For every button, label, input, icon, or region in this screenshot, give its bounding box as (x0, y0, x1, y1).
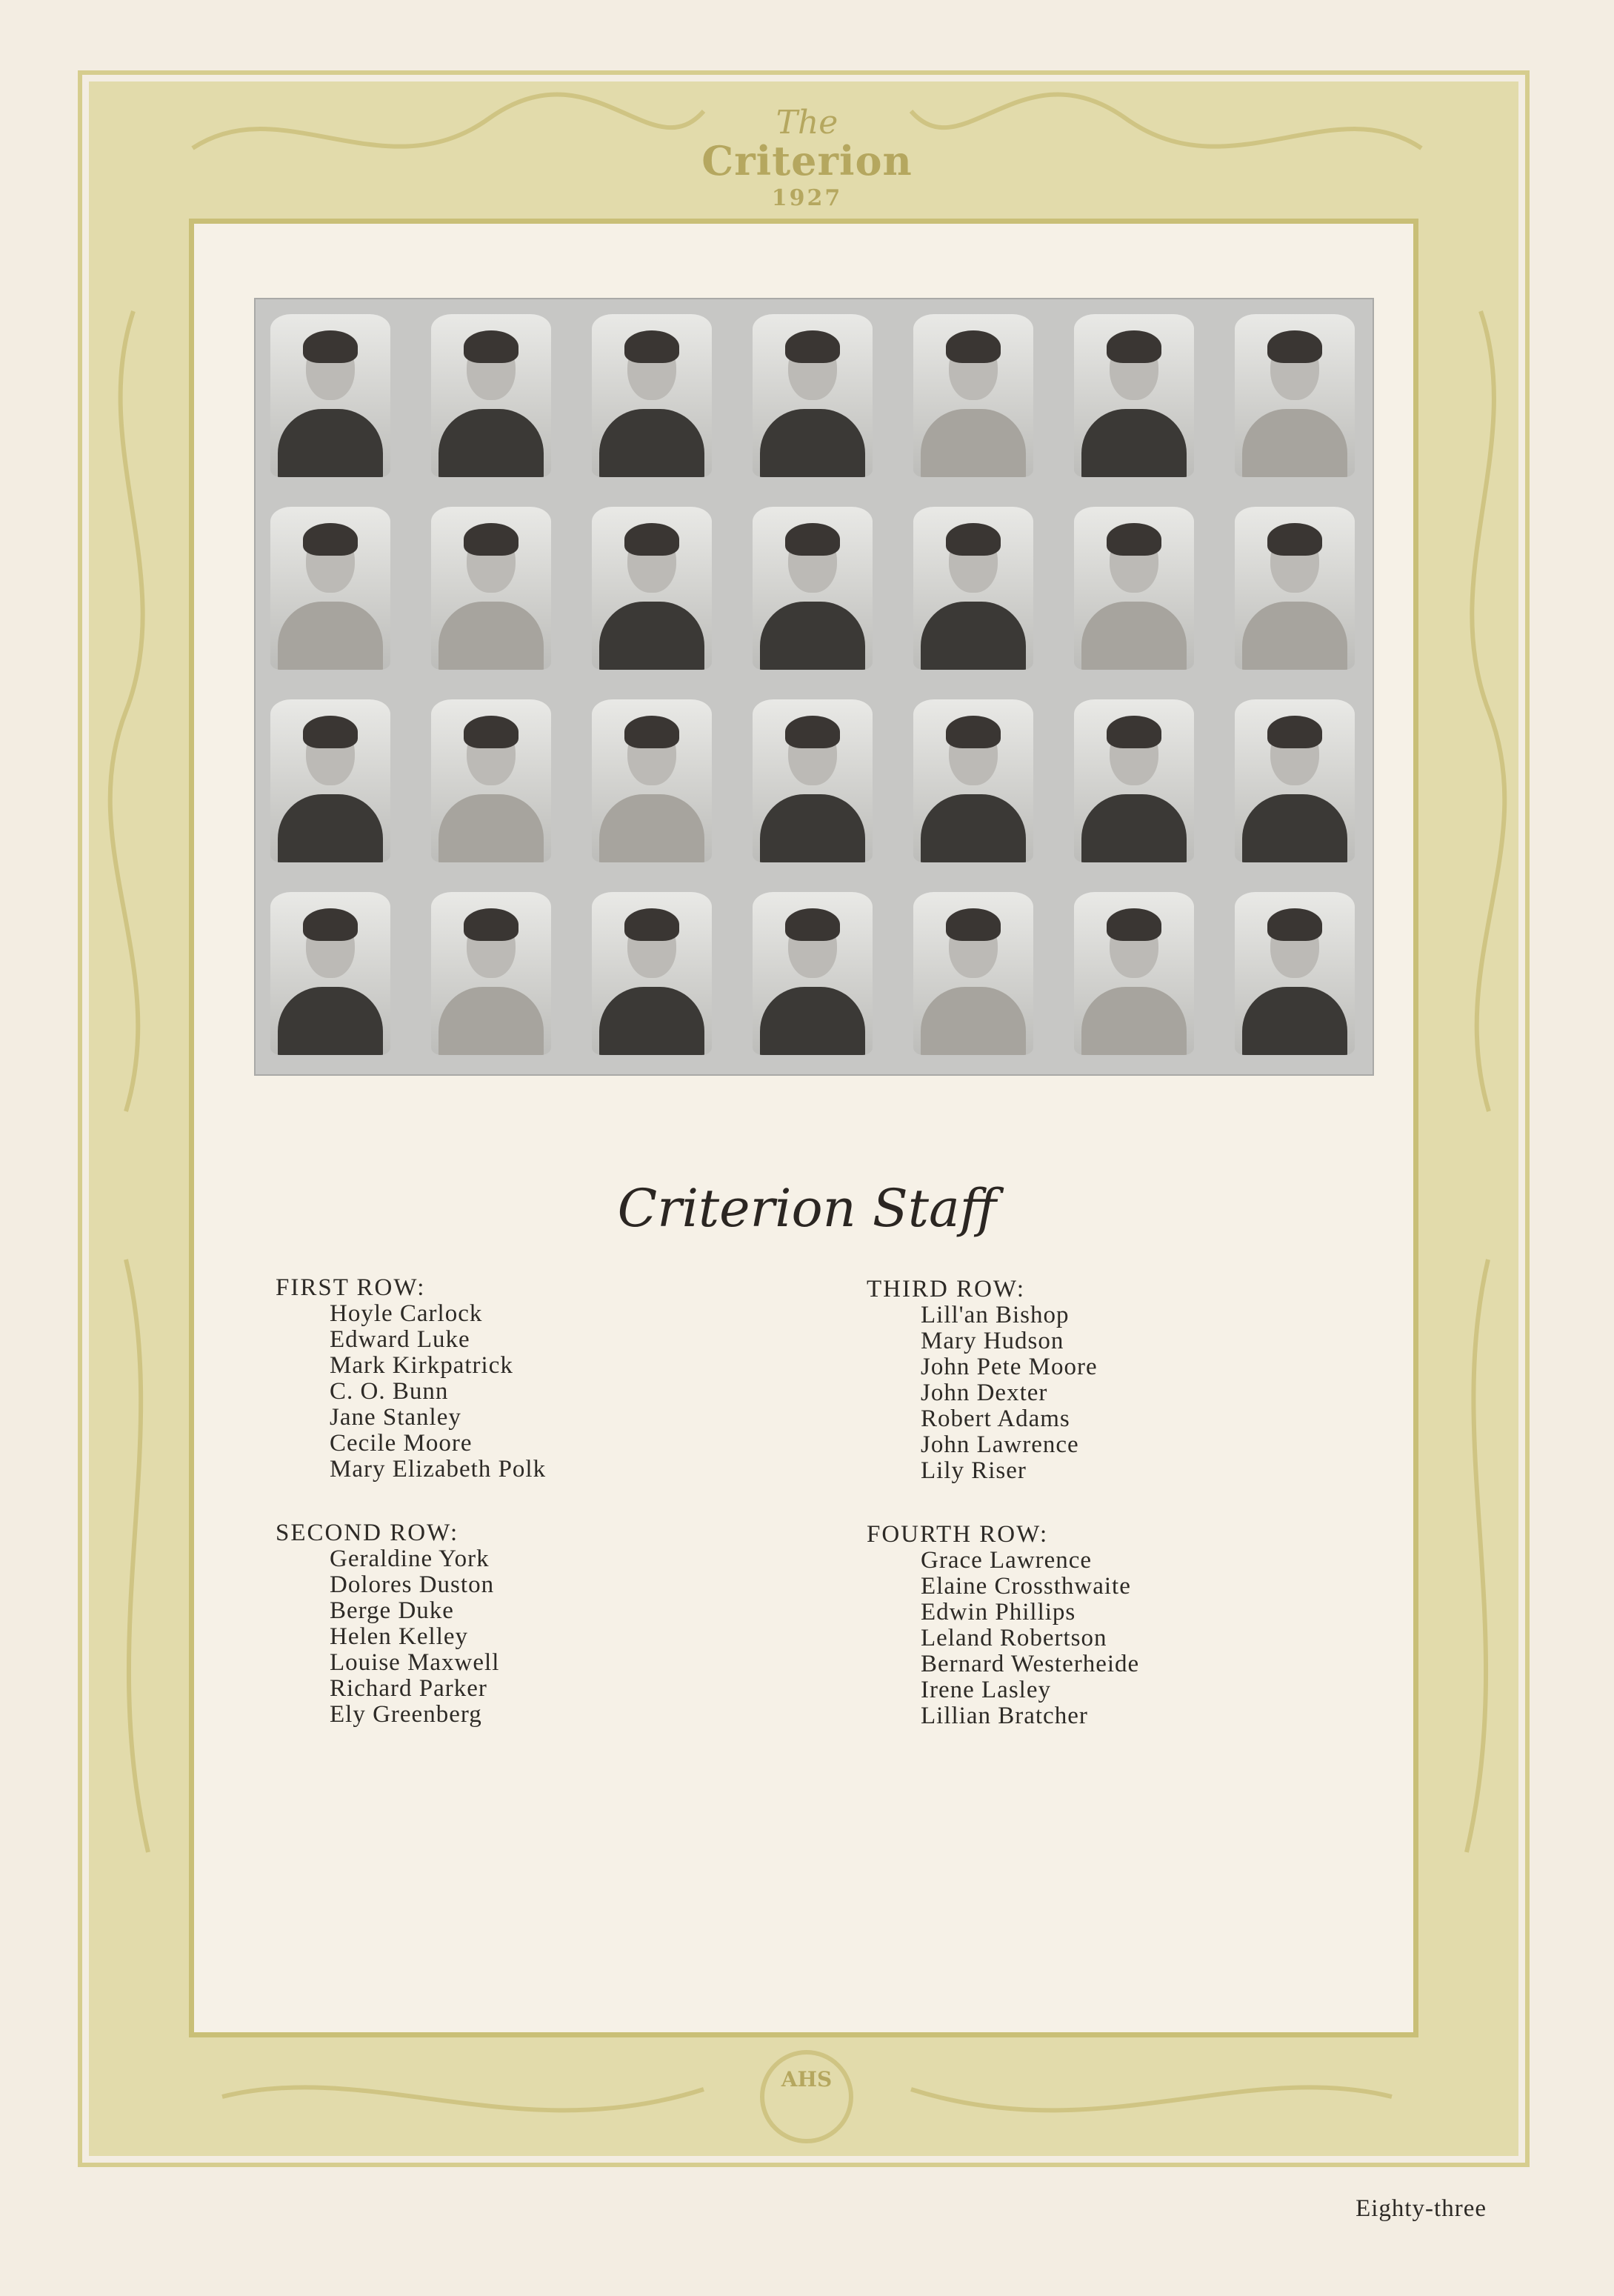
portrait (270, 507, 390, 670)
portrait (592, 699, 712, 862)
portrait (753, 314, 873, 477)
name-item: Jane Stanley (330, 1404, 461, 1431)
portrait (753, 507, 873, 670)
name-item: Ely Greenberg (330, 1701, 482, 1728)
portrait (1235, 507, 1355, 670)
name-item: John Dexter (921, 1380, 1048, 1406)
name-item: Hoyle Carlock (330, 1300, 483, 1327)
portrait (270, 892, 390, 1055)
name-item: Edward Luke (330, 1326, 470, 1353)
name-item: Cecile Moore (330, 1430, 473, 1457)
name-item: C. O. Bunn (330, 1378, 449, 1405)
first-row-list (276, 1275, 546, 1483)
page-number: Eighty-three (1355, 2195, 1487, 2222)
portrait (1074, 314, 1194, 477)
name-item: Mary Elizabeth Polk (330, 1456, 547, 1483)
portrait (913, 892, 1033, 1055)
name-item: Grace Lawrence (921, 1547, 1093, 1574)
header-title: Criterion (701, 137, 913, 184)
name-item: Leland Robertson (921, 1625, 1107, 1651)
row-heading: SECOND ROW: (276, 1520, 459, 1546)
portrait (1235, 892, 1355, 1055)
name-item: Irene Lasley (921, 1677, 1051, 1703)
emblem-ahs: AHS (781, 2067, 833, 2092)
staff-photo-panel (254, 298, 1374, 1076)
portrait (913, 507, 1033, 670)
name-item: Robert Adams (921, 1405, 1070, 1432)
name-item: Louise Maxwell (330, 1649, 500, 1676)
name-item: Richard Parker (330, 1675, 487, 1702)
portrait (913, 699, 1033, 862)
page-title: Criterion Staff (617, 1178, 997, 1239)
name-item: Elaine Crossthwaite (921, 1573, 1131, 1600)
portrait (592, 892, 712, 1055)
row-heading: FOURTH ROW: (867, 1521, 1049, 1548)
name-item: Geraldine York (330, 1545, 490, 1572)
row-heading: THIRD ROW: (867, 1276, 1026, 1302)
portrait (431, 892, 551, 1055)
name-item: Mark Kirkpatrick (330, 1352, 513, 1379)
portrait (1074, 507, 1194, 670)
portrait (431, 507, 551, 670)
name-item: Dolores Duston (330, 1571, 495, 1598)
portrait (1235, 699, 1355, 862)
portrait (431, 314, 551, 477)
portrait (592, 314, 712, 477)
name-item: John Pete Moore (921, 1354, 1098, 1380)
portrait (753, 699, 873, 862)
name-item: Edwin Phillips (921, 1599, 1076, 1625)
name-item: Bernard Westerheide (921, 1651, 1140, 1677)
header-year: 1927 (771, 185, 843, 211)
portrait (1074, 892, 1194, 1055)
portrait (1235, 314, 1355, 477)
name-item: Berge Duke (330, 1597, 454, 1624)
name-item: Mary Hudson (921, 1328, 1064, 1354)
portrait (592, 507, 712, 670)
name-item: Lily Riser (921, 1457, 1027, 1484)
second-row-list (276, 1520, 499, 1728)
portrait (1074, 699, 1194, 862)
portrait (913, 314, 1033, 477)
portrait (270, 314, 390, 477)
name-item: John Lawrence (921, 1431, 1079, 1458)
name-item: Lillian Bratcher (921, 1703, 1088, 1729)
name-item: Helen Kelley (330, 1623, 469, 1650)
third-row-list (867, 1277, 1098, 1484)
portrait (753, 892, 873, 1055)
name-item: Lill'an Bishop (921, 1302, 1070, 1328)
row-heading: FIRST ROW: (276, 1274, 426, 1301)
fourth-row-list (867, 1522, 1139, 1729)
header-the: The (776, 104, 838, 142)
portrait (431, 699, 551, 862)
portrait (270, 699, 390, 862)
